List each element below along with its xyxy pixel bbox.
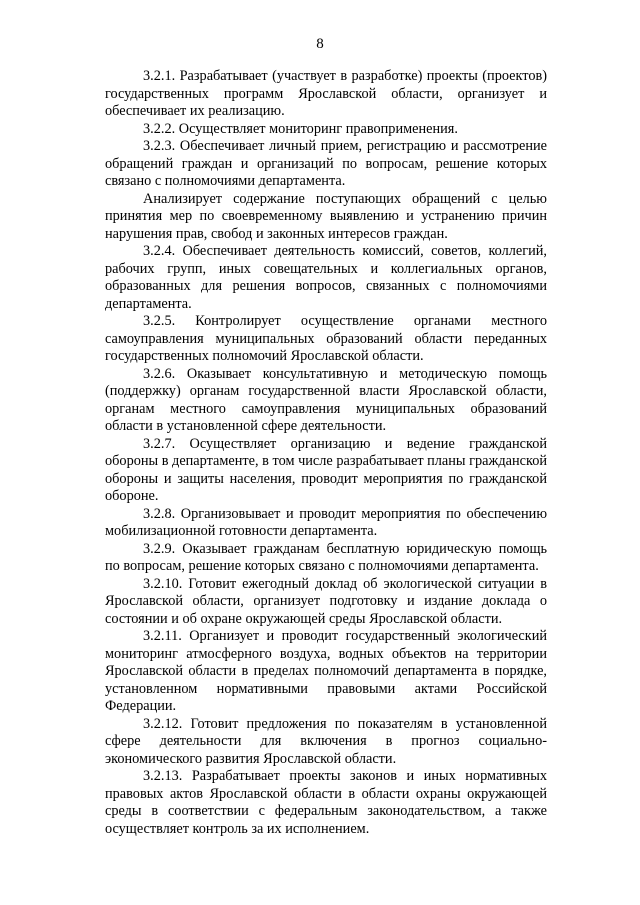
paragraph-3-2-3: 3.2.3. Обеспечивает личный прием, регистрацию и рассмотрение обращений граждан и организаций по вопросам, решение которых связано с полномочиями департамента. [105, 138, 547, 189]
paragraph-3-2-1: 3.2.1. Разрабатывает (участвует в разработке) проекты (проектов) государственных программ Ярославской области, организует и обеспечивает их реализацию. [105, 68, 547, 119]
paragraph-3-2-9: 3.2.9. Оказывает гражданам бесплатную юридическую помощь по вопросам, решение которых связано с полномочиями департамента. [105, 540, 547, 574]
paragraph-3-2-2: 3.2.2. Осуществляет мониторинг правоприменения. [143, 120, 458, 137]
document-body [105, 68, 547, 838]
paragraph-3-2-10: 3.2.10. Готовит ежегодный доклад об экологической ситуации в Ярославской области, организует подготовку и издание доклада о состоянии и об охране окружающей среды Ярославской области. [105, 575, 547, 627]
paragraph-3-2-11: 3.2.11. Организует и проводит государственный экологический мониторинг атмосферного воздуха, водных объектов на территории Ярославской области в пределах полномочий департамента в порядке, установленном нормативными правовыми актами Российской Федерации. [105, 628, 547, 714]
paragraph-3-2-13: 3.2.13. Разрабатывает проекты законов и иных нормативных правовых актов Ярославской области в области охраны окружающей среды в соответствии с федеральным законодательством, а также осуществляет контроль за их исполнением. [105, 768, 547, 837]
paragraph-3-2-8: 3.2.8. Организовывает и проводит мероприятия по обеспечению мобилизационной готовности департамента. [105, 505, 547, 539]
paragraph-3-2-6: 3.2.6. Оказывает консультативную и методическую помощь (поддержку) органам государственной власти Ярославской области, органам местного самоуправления муниципальных образований области в установленной сфере деятельности. [105, 365, 547, 434]
paragraph-3-2-4: 3.2.4. Обеспечивает деятельность комиссий, советов, коллегий, рабочих групп, иных совещательных и коллегиальных органов, образованных для решения вопросов, связанных с полномочиями департамента. [105, 243, 547, 312]
page-number: 8 [316, 36, 324, 52]
paragraph-3-2-5: 3.2.5. Контролирует осуществление органами местного самоуправления муниципальных образований области переданных государственных полномочий Ярославской области. [105, 313, 547, 364]
paragraph-3-2-7: 3.2.7. Осуществляет организацию и ведение гражданской обороны в департаменте, в том числе разрабатывает планы гражданской обороны и защиты населения, проводит мероприятия по гражданской обороне. [105, 435, 547, 504]
paragraph-3-2-3-continued: Анализирует содержание поступающих обращений с целью принятия мер по своевременному выявлению и устранению причин нарушения прав, свобод и законных интересов граждан. [105, 190, 547, 242]
paragraph-3-2-12: 3.2.12. Готовит предложения по показателям в установленной сфере деятельности для включения в прогноз социально-экономического развития Ярославской области. [105, 715, 547, 767]
